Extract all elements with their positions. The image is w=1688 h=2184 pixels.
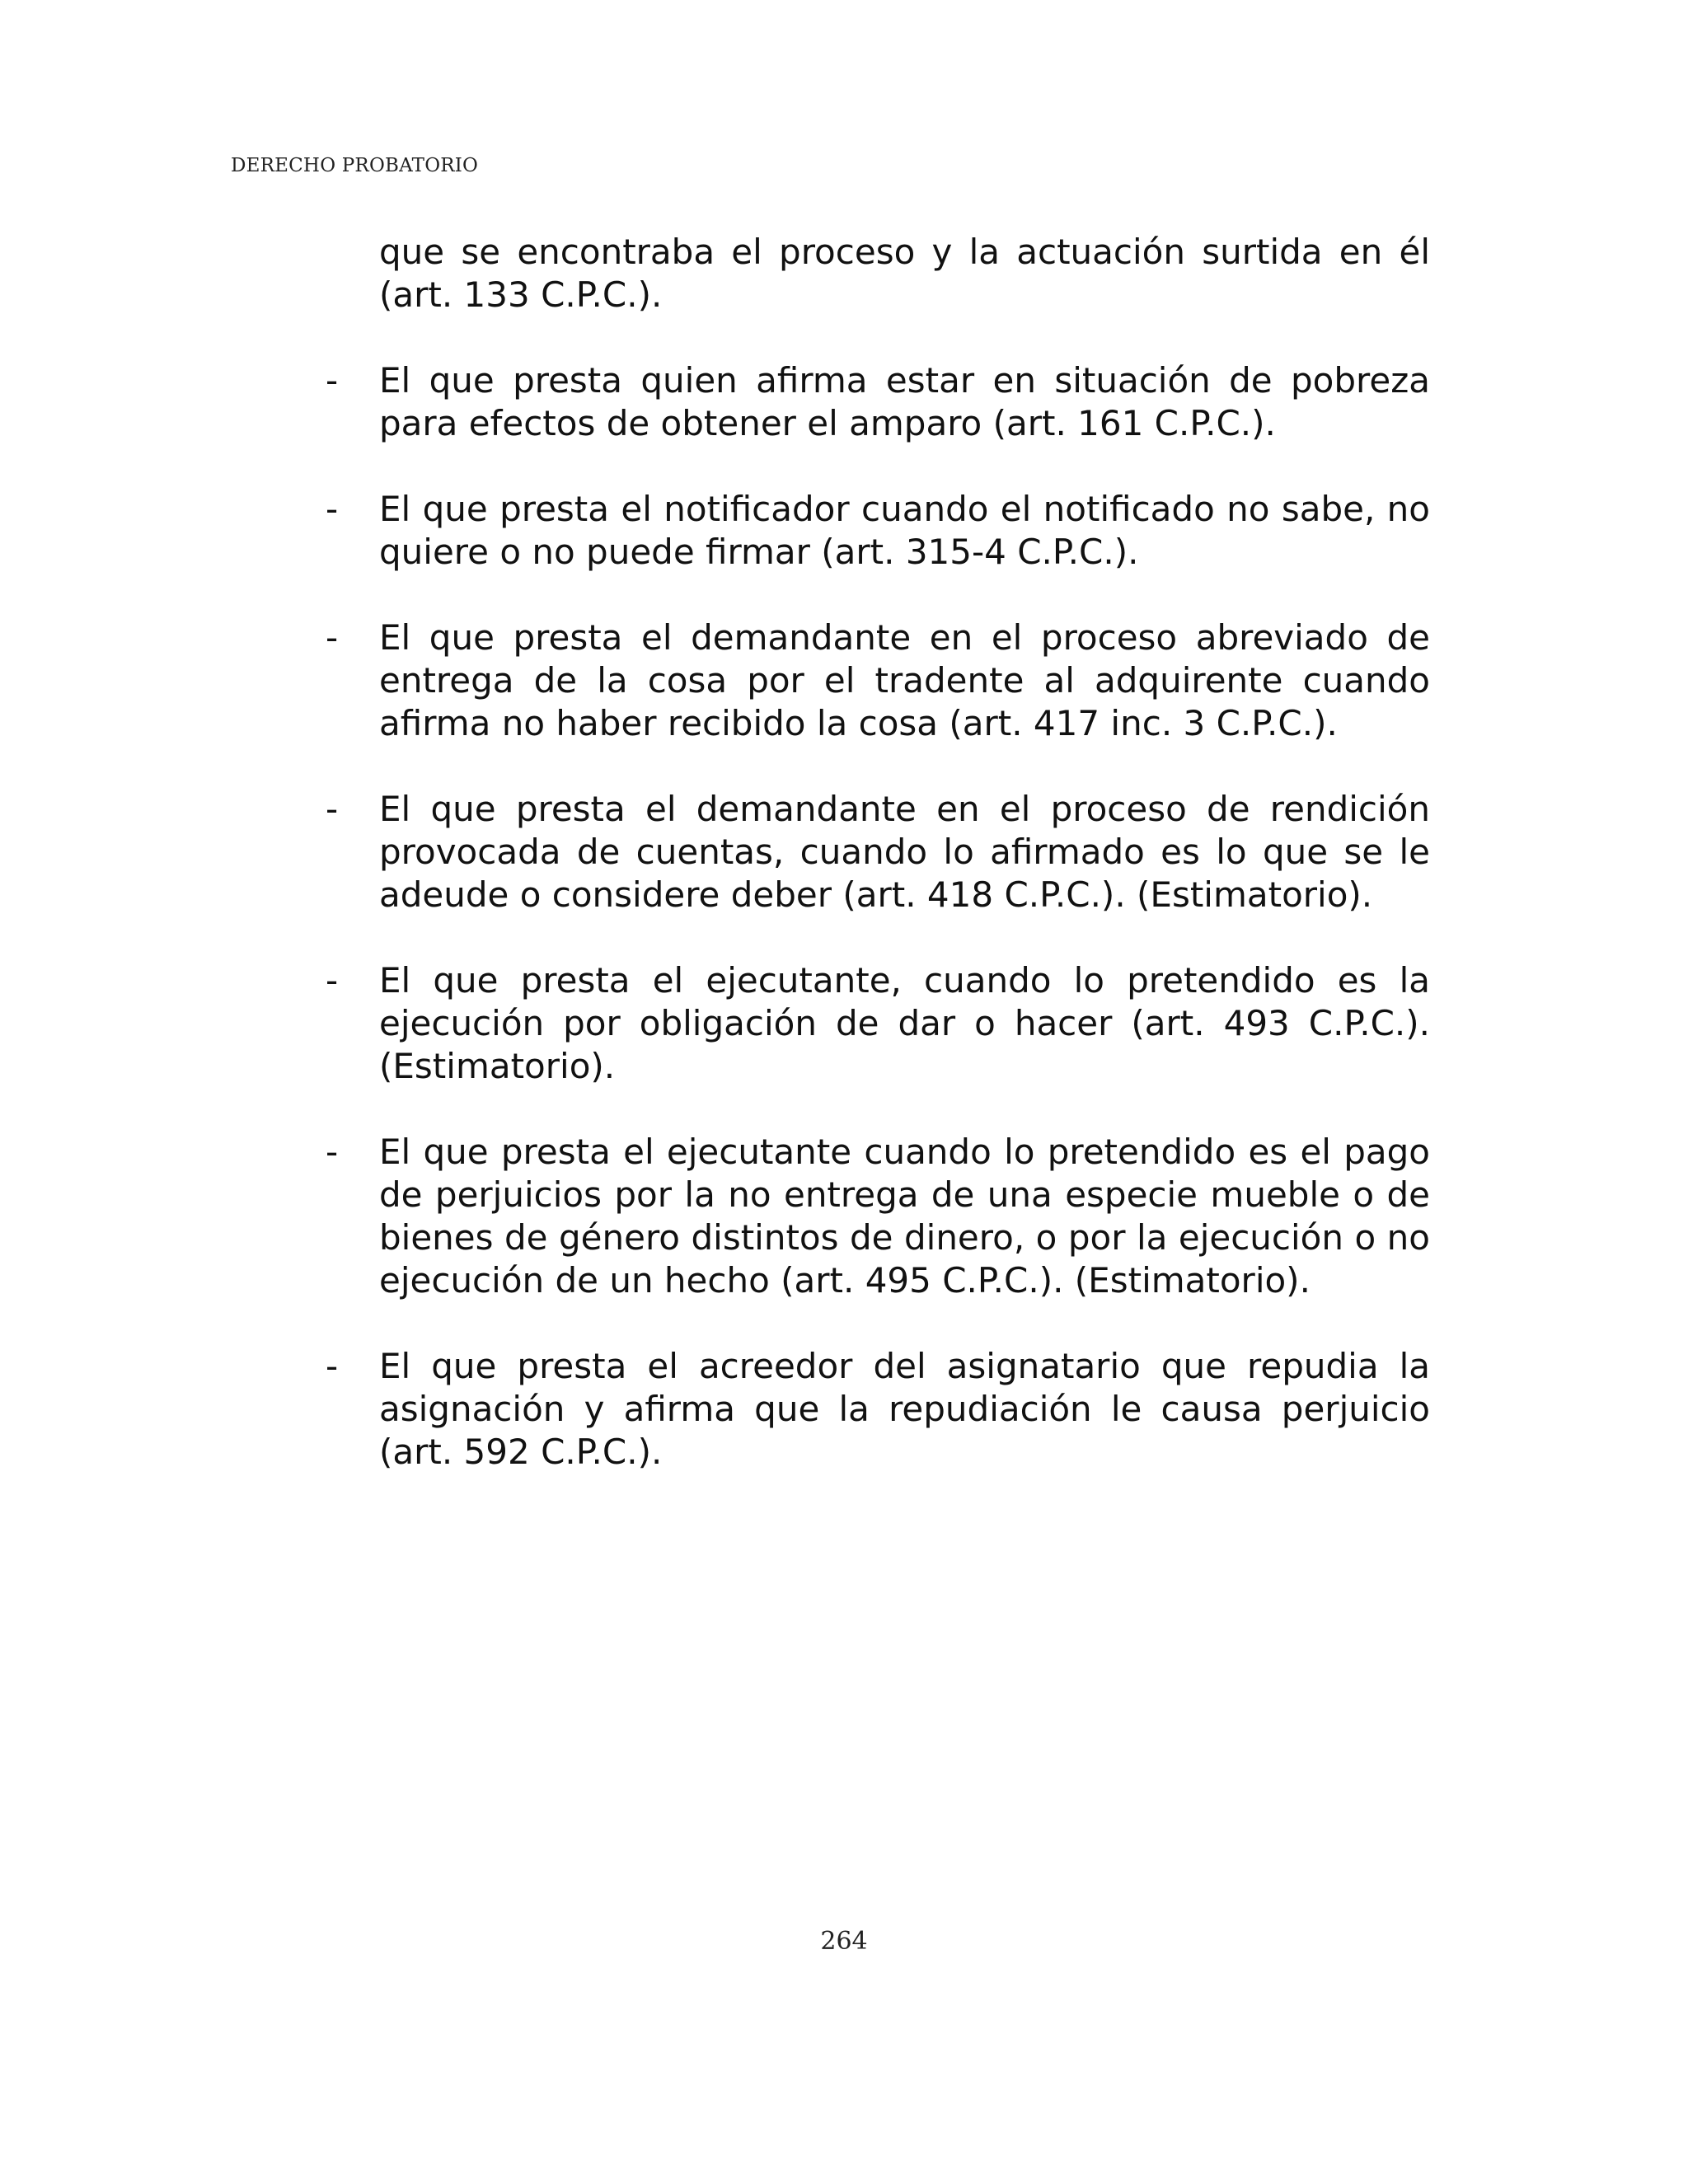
list-item [326,488,1430,574]
list-item-text: El que presta el demandante en el proceso de rendición provocada de cuentas, cuando lo afirmado es lo que se le adeude o considere deber (art. 418 C.P.C.). (Estimatorio). [379,789,1430,915]
document-body [326,231,1430,1516]
list-item-text: El que presta quien afirma estar en situación de pobreza para efectos de obtener el amparo (art. 161 C.P.C.). [379,360,1430,443]
page-number: 264 [820,1927,868,1956]
running-header: DERECHO PROBATORIO [231,155,479,176]
list-item [326,359,1430,445]
list-item [326,788,1430,916]
list-item [326,1345,1430,1474]
continuation-paragraph: que se encontraba el proceso y la actuación surtida en él (art. 133 C.P.C.). [379,232,1430,315]
list-item-text: El que presta el ejecutante, cuando lo pretendido es la ejecución por obligación de dar o hacer (art. 493 C.P.C.). (Estimatorio). [379,960,1430,1086]
list-item-text: El que presta el notificador cuando el notificado no sabe, no quiere o no puede firmar (art. 315-4 C.P.C.). [379,489,1430,572]
dash-bullet: - [326,489,339,529]
dash-bullet: - [326,1132,339,1172]
dash-bullet: - [326,360,339,401]
dash-bullet: - [326,960,339,1001]
dash-bullet: - [326,617,339,658]
list-item-text: El que presta el demandante en el proceso abreviado de entrega de la cosa por el tradente al adquirente cuando afirma no haber recibido la cosa (art. 417 inc. 3 C.P.C.). [379,617,1430,743]
list-item [326,1131,1430,1302]
dash-bullet: - [326,1346,339,1386]
list-item [326,616,1430,745]
list-item [326,959,1430,1088]
list-item-text: El que presta el acreedor del asignatario que repudia la asignación y afirma que la repudiación le causa perjuicio (art. 592 C.P.C.). [379,1346,1430,1472]
list-item-text: El que presta el ejecutante cuando lo pretendido es el pago de perjuicios por la no entrega de una especie mueble o de bienes de género distintos de dinero, o por la ejecución o no ejecución de un hecho (art. 495 C.P.C.). (Estimatorio). [379,1132,1430,1301]
dash-bullet: - [326,789,339,829]
